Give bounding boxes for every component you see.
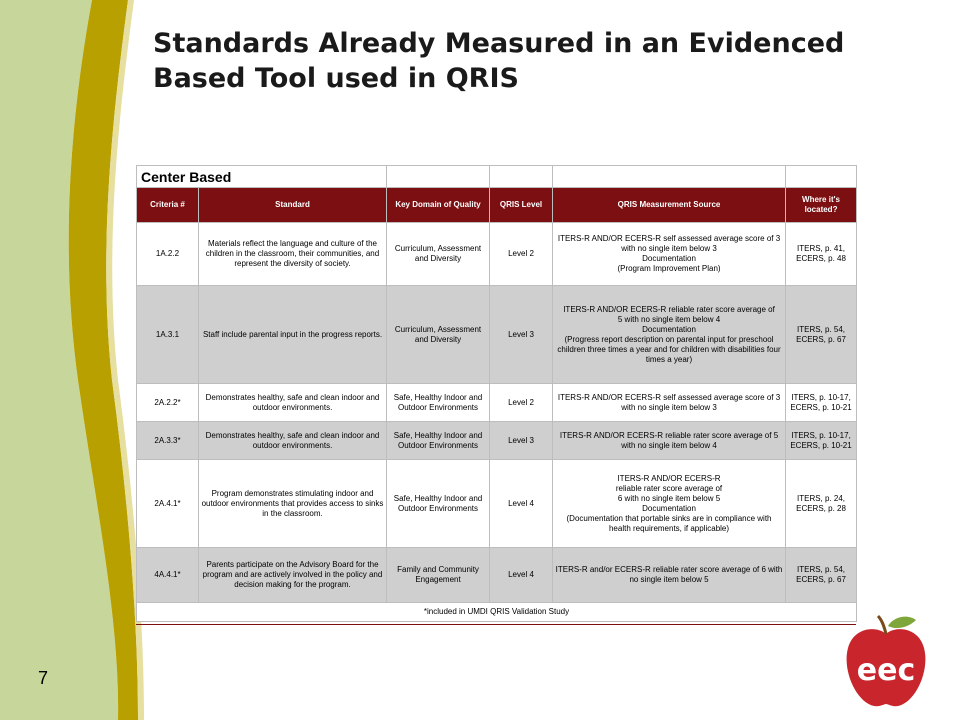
page-number: 7 (38, 668, 49, 688)
source-line: 5 with no single item below 4 (617, 314, 721, 324)
table-row (137, 548, 857, 603)
qris-standards-table (136, 165, 857, 622)
table-row (137, 384, 857, 422)
source-line: ITERS-R and/or ECERS-R reliable rater score average of 6 with no single item below 5 (555, 565, 783, 584)
source-line: Documentation (642, 254, 696, 263)
domain-cell: Safe, Healthy Indoor and Outdoor Environments (387, 422, 490, 460)
source-line: (Documentation that portable sinks are in compliance with health requirements, if applicable) (566, 513, 772, 533)
domain-cell: Safe, Healthy Indoor and Outdoor Environments (387, 384, 490, 422)
level-cell: Level 3 (490, 422, 553, 460)
criteria-cell: 2A.4.1* (137, 460, 199, 548)
criteria-cell: 1A.3.1 (137, 286, 199, 384)
table-header-row (137, 188, 857, 223)
standard-cell: Demonstrates healthy, safe and clean indoor and outdoor environments. (199, 422, 387, 460)
domain-cell: Curriculum, Assessment and Diversity (387, 286, 490, 384)
table-footnote: *included in UMDI QRIS Validation Study (137, 603, 857, 622)
source-line: 6 with no single item below 5 (617, 493, 721, 503)
table-caption-row (137, 166, 857, 188)
location-cell: ITERS, p. 41, ECERS, p. 48 (786, 223, 857, 286)
column-header-domain: Key Domain of Quality (387, 188, 490, 223)
criteria-cell: 2A.3.3* (137, 422, 199, 460)
level-cell: Level 4 (490, 548, 553, 603)
table-bottom-rule (136, 624, 856, 625)
domain-cell: Curriculum, Assessment and Diversity (387, 223, 490, 286)
source-line: Documentation (642, 503, 696, 513)
level-cell: Level 2 (490, 384, 553, 422)
source-line: ITERS-R AND/OR ECERS-R (617, 473, 721, 483)
source-line: ITERS-R AND/OR ECERS-R self assessed average score of 3 (557, 392, 781, 402)
table-row (137, 223, 857, 286)
source-line: ITERS-R AND/OR ECERS-R reliable rater score average of 5 with no single item below 4 (559, 430, 779, 450)
table-row (137, 422, 857, 460)
source-cell (553, 286, 786, 384)
column-header-location: Where it's located? (786, 188, 857, 223)
location-cell: ITERS, p. 10-17, ECERS, p. 10-21 (786, 422, 857, 460)
source-line: Documentation (642, 324, 696, 334)
column-header-criteria: Criteria # (137, 188, 199, 223)
criteria-cell: 2A.2.2* (137, 384, 199, 422)
level-cell: Level 4 (490, 460, 553, 548)
location-cell: ITERS, p. 54, ECERS, p. 67 (786, 286, 857, 384)
column-header-standard: Standard (199, 188, 387, 223)
level-cell: Level 3 (490, 286, 553, 384)
domain-cell: Safe, Healthy Indoor and Outdoor Environments (387, 460, 490, 548)
standard-cell: Demonstrates healthy, safe and clean indoor and outdoor environments. (199, 384, 387, 422)
source-cell (553, 422, 786, 460)
location-cell: ITERS, p. 10-17, ECERS, p. 10-21 (786, 384, 857, 422)
source-cell (553, 384, 786, 422)
source-line: (Progress report description on parental input for preschool children three times a year and for children with disabilities four times a year) (557, 334, 781, 364)
source-line: reliable rater score average of (615, 483, 723, 493)
criteria-cell: 4A.4.1* (137, 548, 199, 603)
source-cell (553, 223, 786, 286)
source-cell (553, 460, 786, 548)
location-cell: ITERS, p. 54, ECERS, p. 67 (786, 548, 857, 603)
column-header-source: QRIS Measurement Source (553, 188, 786, 223)
source-line: with no single item below 3 (621, 402, 717, 412)
location-cell: ITERS, p. 24, ECERS, p. 28 (786, 460, 857, 548)
standard-cell: Staff include parental input in the progress reports. (199, 286, 387, 384)
column-header-level: QRIS Level (490, 188, 553, 223)
table-row (137, 286, 857, 384)
standard-cell: Materials reflect the language and culture of the children in the classroom, their communities, and represent the diversity of society. (199, 223, 387, 286)
level-cell: Level 2 (490, 223, 553, 286)
table-row (137, 460, 857, 548)
slide-title: Standards Already Measured in an Evidenced Based Tool used in QRIS (153, 28, 845, 94)
table-caption: Center Based (137, 166, 387, 188)
source-line: (Program Improvement Plan) (617, 264, 721, 273)
source-line: ITERS-R AND/OR ECERS-R reliable rater score average of (563, 304, 775, 314)
table-footnote-row (137, 603, 857, 622)
domain-cell: Family and Community Engagement (387, 548, 490, 603)
standard-cell: Program demonstrates stimulating indoor and outdoor environments that provides access to sinks in the classroom. (199, 460, 387, 548)
logo-text: eec (856, 653, 916, 688)
source-cell (553, 548, 786, 603)
standard-cell: Parents participate on the Advisory Board for the program and are actively involved in the policy and decision making for the program. (199, 548, 387, 603)
criteria-cell: 1A.2.2 (137, 223, 199, 286)
source-line: ITERS-R AND/OR ECERS-R self assessed average score of 3 with no single item below 3 (557, 234, 781, 253)
eec-apple-logo (838, 612, 934, 712)
